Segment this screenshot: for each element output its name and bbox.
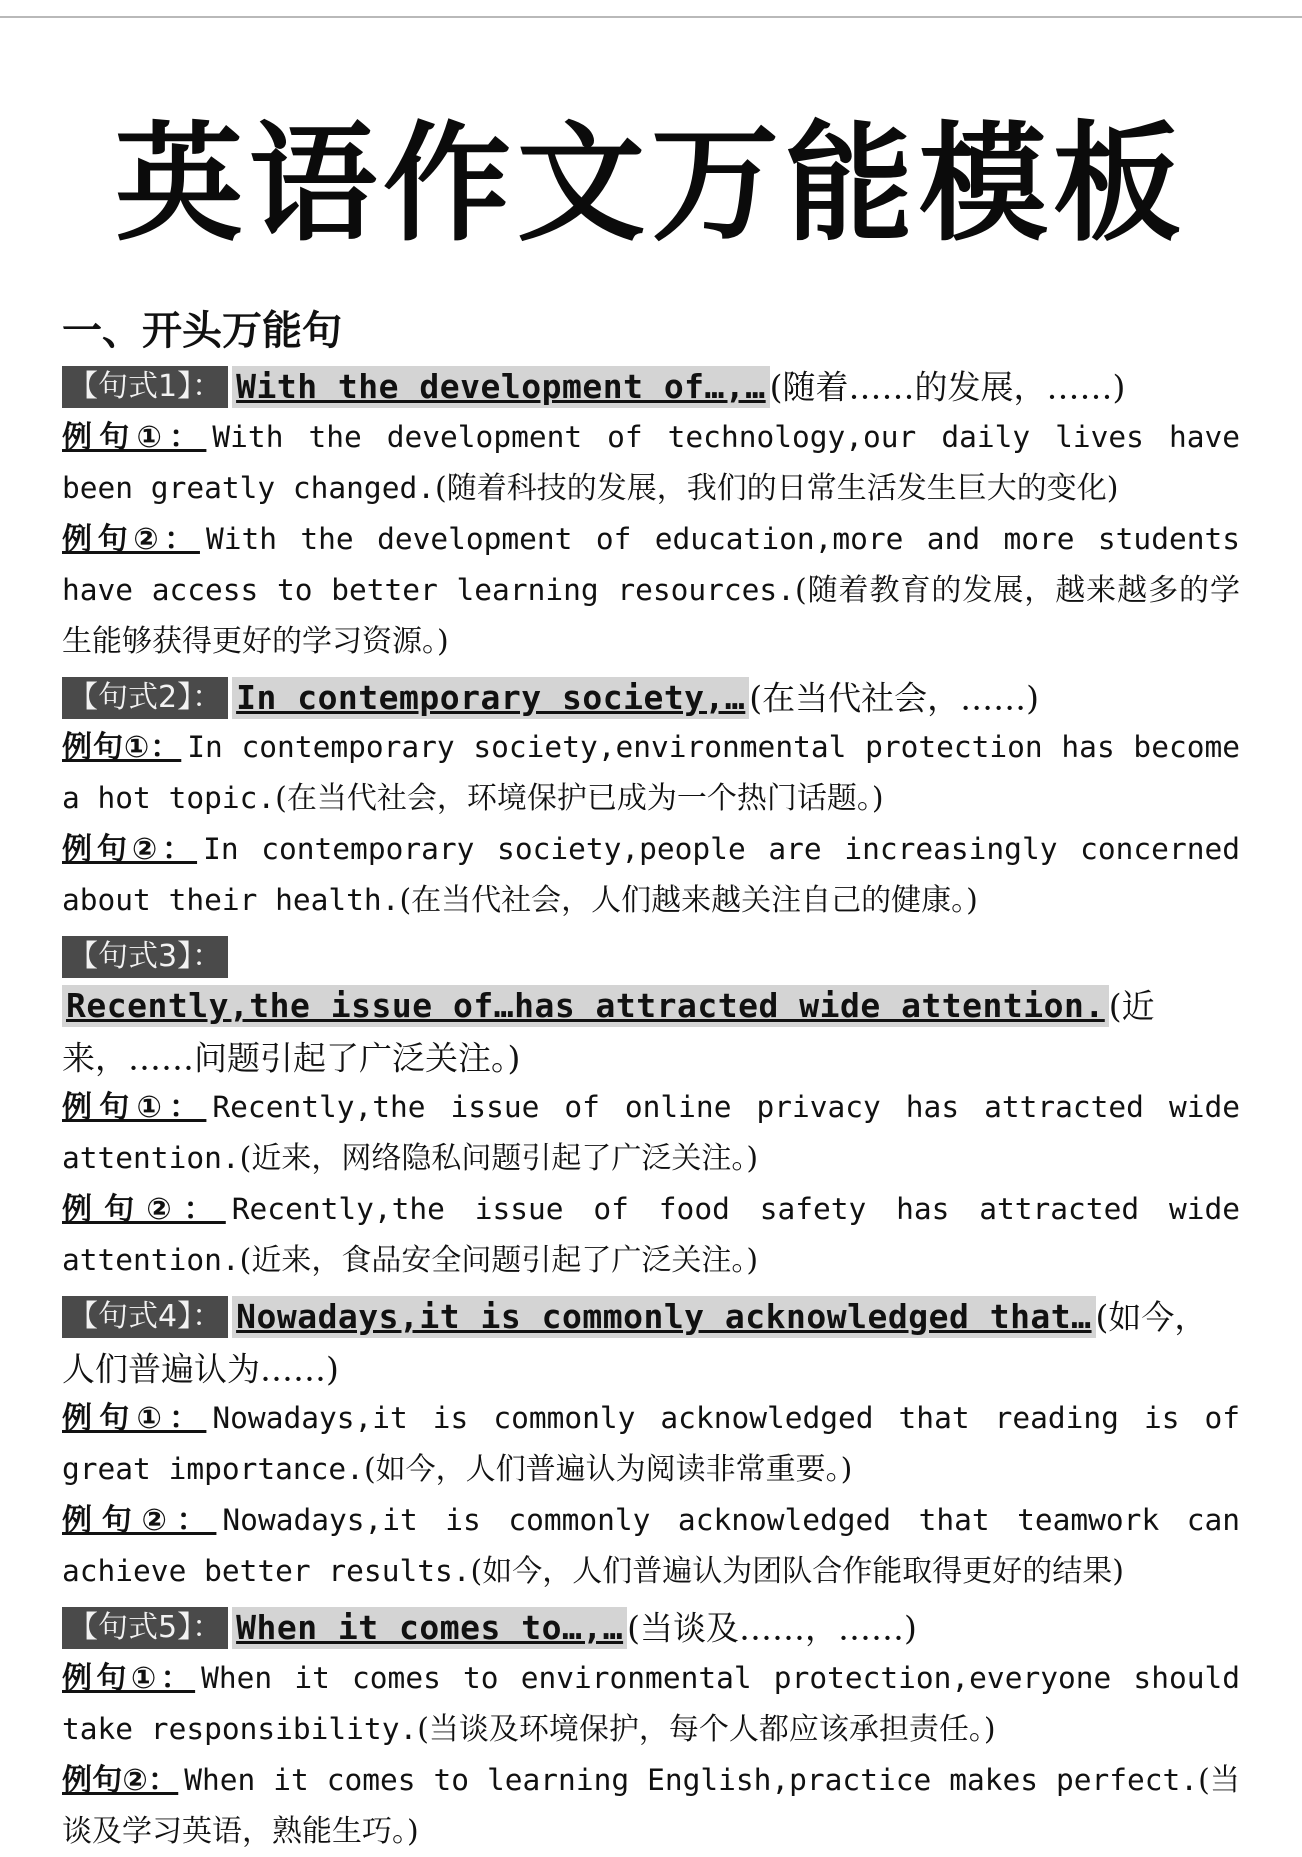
pattern-4 [62, 1290, 1240, 1393]
pattern-chinese: (在当代社会，……) [749, 678, 1040, 717]
example-english: When it comes to environmental protection,everyone should take responsibility. [62, 1660, 1240, 1746]
pattern-english: Recently,the issue of…has attracted wide attention. [62, 985, 1109, 1027]
example-sentence [62, 412, 1240, 514]
example-label: 例句①： [62, 1090, 207, 1125]
example-label: 例句②： [62, 832, 198, 867]
example-sentence [62, 1495, 1240, 1597]
example-english: When it comes to learning English,practice makes perfect. [184, 1762, 1199, 1797]
example-sentence [62, 1082, 1240, 1184]
example-english: With the development of education,more and more students have access to better learning resources. [62, 521, 1240, 607]
pattern-5 [62, 1601, 1240, 1653]
example-label: 例句①： [62, 1660, 196, 1696]
example-chinese: (近来，网络隐私问题引起了广泛关注。) [239, 1141, 759, 1176]
example-english: Recently,the issue of online privacy has attracted wide attention. [62, 1090, 1240, 1175]
pattern-3 [62, 930, 1240, 1082]
example-chinese: (如今，人们普遍认为团队合作能取得更好的结果) [470, 1554, 1124, 1589]
example-sentence [62, 1653, 1240, 1755]
example-sentence [62, 1184, 1240, 1286]
top-divider [0, 16, 1302, 18]
example-label: 例句②： [62, 1762, 179, 1798]
example-label: 例句②： [62, 521, 200, 557]
example-chinese: (随着教育的发展，越来越多的学生能够获得更好的学习资源。) [62, 572, 1240, 659]
pattern-tag: 【句式2】： [62, 677, 228, 719]
pattern-english: When it comes to…,… [232, 1607, 627, 1649]
pattern-english: With the development of…,… [232, 366, 770, 408]
example-english: In contemporary society,environmental protection has become a hot topic. [62, 730, 1240, 815]
pattern-tag: 【句式3】： [62, 936, 228, 978]
example-chinese: (当谈及环境保护，每个人都应该承担责任。) [417, 1711, 996, 1747]
pattern-2 [62, 671, 1240, 723]
example-english: Nowadays,it is commonly acknowledged that reading is of great importance. [62, 1401, 1240, 1486]
example-chinese: (当谈及学习英语，熟能生巧。) [62, 1762, 1240, 1849]
pattern-chinese: (近来，……问题引起了广泛关注。) [62, 986, 1155, 1077]
pattern-tag: 【句式5】： [62, 1607, 228, 1649]
pattern-chinese: (当谈及……，……) [627, 1608, 917, 1648]
example-sentence [62, 824, 1240, 926]
pattern-chinese: (如今，人们普遍认为……) [62, 1297, 1208, 1388]
page-title: 英语作文万能模板 [114, 110, 1187, 259]
example-sentence [62, 514, 1240, 667]
example-label: 例句①： [62, 730, 182, 765]
pattern-english: In contemporary society,… [232, 677, 749, 719]
example-chinese: (如今，人们普遍认为阅读非常重要。) [363, 1452, 853, 1487]
example-chinese: (随着科技的发展，我们的日常生活发生巨大的变化) [434, 470, 1119, 506]
example-sentence [62, 1393, 1240, 1495]
pattern-1 [62, 360, 1240, 412]
example-label: 例句①： [62, 1401, 207, 1436]
example-english: In contemporary society,people are increasingly concerned about their health. [62, 832, 1240, 917]
example-english: With the development of technology,our daily lives have been greatly changed. [62, 419, 1240, 505]
example-chinese: (近来，食品安全问题引起了广泛关注。) [239, 1243, 759, 1278]
pattern-tag: 【句式4】： [62, 1296, 228, 1338]
pattern-tag: 【句式1】： [62, 366, 228, 408]
example-label: 例句②： [62, 1192, 226, 1227]
example-sentence [62, 722, 1240, 824]
pattern-chinese: (随着……的发展，……) [769, 367, 1126, 407]
pattern-english: Nowadays,it is commonly acknowledged that… [232, 1296, 1095, 1338]
example-sentence [62, 1755, 1240, 1857]
example-chinese: (在当代社会，人们越来越关注自己的健康。) [399, 883, 978, 918]
example-chinese: (在当代社会，环境保护已成为一个热门话题。) [275, 781, 884, 816]
example-label: 例句①： [62, 419, 207, 455]
document-body [62, 360, 1240, 1857]
example-label: 例句②： [62, 1503, 217, 1538]
example-english: Recently,the issue of food safety has attracted wide attention. [62, 1192, 1240, 1277]
example-english: Nowadays,it is commonly acknowledged that teamwork can achieve better results. [62, 1503, 1240, 1588]
section-title: 一、开头万能句 [62, 308, 342, 354]
